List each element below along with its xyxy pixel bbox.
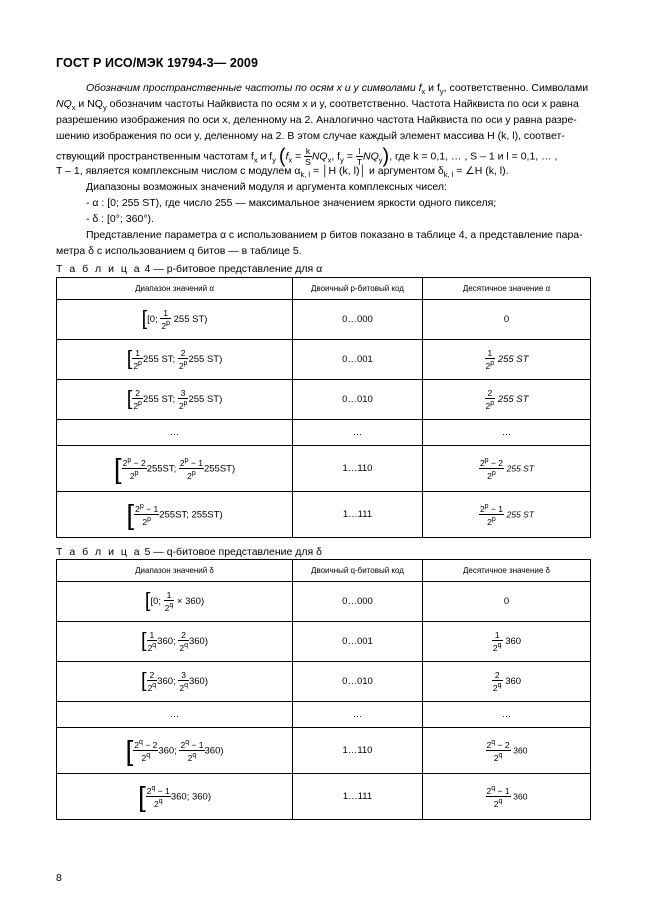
formula-symbol: NQ	[363, 150, 379, 163]
formula-fraction	[179, 738, 204, 763]
numerator: 2	[147, 670, 158, 681]
formula-fraction	[178, 670, 189, 693]
numerator: 1	[132, 348, 143, 359]
formula-symbol: =	[292, 150, 305, 163]
text-segment: ствующий пространственным частотам f	[56, 150, 254, 163]
value-cell	[423, 774, 591, 820]
denominator: 2$^p$	[487, 516, 496, 527]
value-cell: 0	[423, 300, 591, 340]
denominator: 2$^q$	[492, 642, 502, 653]
formula-text: 360	[513, 745, 528, 756]
numerator: $2^q - 2$	[134, 739, 158, 750]
caption-text: 4 — p-битовое представление для α	[141, 263, 323, 275]
code-cell: …	[293, 420, 423, 446]
numerator: 2	[132, 388, 143, 399]
denominator: 2$^p$	[133, 400, 142, 411]
formula-text: 255ST;	[146, 463, 177, 475]
numerator: $2^q - 1$	[486, 785, 510, 796]
formula-text: 360	[513, 791, 528, 802]
formula-symbol: NQ	[311, 150, 328, 163]
denominator: 2$^p$	[161, 320, 170, 331]
formula-bracket: [	[126, 498, 135, 530]
formula-fraction	[492, 630, 503, 653]
formula-text: 360;	[157, 636, 176, 648]
text-segment: , где k = 0,1, … , S – 1 и l = 0,1, … ,	[389, 150, 558, 163]
numerator: 1	[485, 348, 496, 359]
table-5	[56, 559, 591, 820]
value-cell: …	[423, 420, 591, 446]
table-row	[57, 340, 591, 380]
table-row	[57, 300, 591, 340]
code-cell: 1…111	[293, 492, 423, 538]
text-segment: = │H (k, l)│ и аргументом δ	[310, 165, 444, 177]
code-cell: 0…000	[293, 582, 423, 622]
range-cell: [[0; $\frac{1}{2^q}$ × 360)	[57, 582, 293, 622]
range-cell	[57, 662, 293, 702]
table-header-cell: Диапазон значений δ	[57, 560, 293, 582]
paragraph-line: метра δ с использованием q битов — в таблице 5.	[56, 245, 302, 257]
page-number: 8	[56, 872, 62, 884]
code-cell: 1…110	[293, 446, 423, 492]
table-row	[57, 446, 591, 492]
numerator: 1	[147, 630, 158, 641]
text-segment: T – 1, является комплексным числом с модулем α	[56, 165, 301, 177]
denominator: 2$^q$	[147, 642, 157, 653]
numerator: 1	[164, 590, 175, 601]
denominator: 2$^q$	[179, 682, 188, 693]
subscript: x	[327, 155, 332, 165]
formula-fraction	[122, 456, 147, 481]
numerator: 1	[492, 630, 503, 641]
denominator: 2$^q$	[179, 642, 188, 653]
table-row	[57, 582, 591, 622]
paragraph-line: - α : [0; 255 ST), где число 255 — максимальное значением яркости одного пикселя;	[86, 197, 497, 209]
range-cell	[57, 446, 293, 492]
table-4	[56, 277, 591, 538]
formula-bracket: [	[138, 780, 146, 812]
value-cell	[423, 622, 591, 662]
formula-fraction	[133, 738, 158, 763]
value-cell	[423, 492, 591, 538]
range-cell: …	[57, 702, 293, 728]
formula-text: 255ST)	[203, 463, 236, 475]
document-header: ГОСТ Р ИСО/МЭК 19794-3— 2009	[56, 56, 259, 70]
text-segment: и f	[257, 150, 273, 163]
formula-fraction	[178, 388, 189, 411]
formula-text: 360)	[188, 676, 208, 688]
table-header-cell: Десятичное значение α	[423, 278, 591, 300]
formula-text: [0;	[147, 314, 158, 326]
formula-text: 255 ST	[497, 354, 529, 366]
range-cell	[57, 380, 293, 420]
formula-text: 360	[505, 636, 522, 648]
value-cell	[423, 340, 591, 380]
formula-text: 255 ST;	[142, 394, 176, 406]
formula-fraction	[178, 348, 189, 371]
denominator: 2$^q$	[493, 752, 503, 763]
table-row	[57, 702, 591, 728]
subscript: y	[439, 87, 444, 97]
formula-text: 255 ST	[506, 463, 535, 474]
formula-text: 360	[505, 676, 522, 688]
formula-fraction	[160, 308, 171, 331]
formula-fraction	[178, 630, 189, 653]
value-cell	[423, 446, 591, 492]
formula-symbol: f	[285, 150, 289, 163]
code-cell: 0…010	[293, 380, 423, 420]
denominator: 2$^q$	[164, 602, 174, 613]
paragraph-line: Представление параметра α с использованием p битов показано в таблице 4, а представление пара-	[86, 229, 583, 241]
text-segment: = ∠H (k, l).	[453, 165, 509, 177]
value-cell: …	[423, 702, 591, 728]
subscript: k, l	[443, 170, 454, 180]
denominator: 2$^p$	[178, 360, 188, 371]
value-cell	[423, 728, 591, 774]
text-segment: NQ	[56, 98, 72, 110]
numerator: $2^p - 1$	[179, 457, 203, 468]
subscript: x	[71, 103, 76, 113]
formula-text: 360)	[188, 636, 208, 648]
formula-fraction	[179, 456, 204, 481]
formula-fraction	[132, 388, 143, 411]
denominator: 2$^p$	[187, 470, 196, 481]
table-row	[57, 380, 591, 420]
range-cell	[57, 492, 293, 538]
numerator: 2	[492, 670, 503, 681]
denominator: 2$^p$	[485, 360, 495, 371]
caption-text: 5 — q-битовое представление для δ	[141, 546, 322, 558]
code-cell: 0…010	[293, 662, 423, 702]
subscript: y	[340, 155, 344, 165]
formula-text: 255 ST)	[188, 394, 223, 406]
range-cell: [[0; $\frac{1}{2^p}$ 255 ST)	[57, 300, 293, 340]
table-caption	[56, 546, 322, 558]
table-row	[57, 492, 591, 538]
formula-fraction	[492, 670, 503, 693]
range-cell	[57, 340, 293, 380]
table-header-cell: Диапазон значений α	[57, 278, 293, 300]
formula-text: 360)	[204, 745, 224, 757]
formula-fraction	[479, 456, 504, 481]
formula-text: 255 ST;	[142, 354, 176, 366]
subscript: x	[288, 155, 293, 165]
paragraph-line: разрешению изображения по оси x, деленному на 2. Аналогично частота Найквиста по оси y равна разре-	[56, 114, 577, 126]
denominator: 2$^p$	[129, 470, 139, 481]
formula-fraction	[486, 784, 511, 809]
text-segment: и NQ	[75, 98, 103, 110]
formula-bracket: [	[141, 630, 147, 652]
formula-fraction	[132, 348, 143, 371]
numerator: $2^p - 1$	[479, 503, 503, 514]
numerator: $2^q - 1$	[146, 785, 170, 796]
formula-text: 255ST; 255ST)	[159, 509, 223, 521]
code-cell: …	[293, 702, 423, 728]
text-segment: , соответственно. Символами	[443, 82, 589, 94]
formula-fraction	[134, 502, 159, 527]
formula-text: 255 ST)	[188, 354, 223, 366]
denominator: 2$^p$	[487, 470, 496, 481]
formula-text: × 360)	[176, 596, 205, 608]
formula-bracket: [	[113, 452, 122, 484]
code-cell: 0…001	[293, 340, 423, 380]
code-cell: 0…000	[293, 300, 423, 340]
numerator: k	[305, 146, 311, 156]
formula-bracket: [	[125, 734, 134, 766]
range-cell	[57, 774, 293, 820]
numerator: l	[356, 146, 363, 157]
numerator: $2^q - 2$	[486, 739, 510, 750]
formula-text: 255 ST	[506, 509, 535, 520]
numerator: 2	[178, 630, 189, 641]
table-caption	[56, 263, 322, 275]
subscript: y	[102, 103, 107, 113]
numerator: $2^p - 2$	[122, 457, 146, 468]
caption-prefix: Т а б л и ц а	[56, 263, 142, 275]
table-row	[57, 622, 591, 662]
denominator: 2$^p$	[485, 400, 495, 411]
table-row	[57, 420, 591, 446]
table-header-cell: Десятичное значение δ	[423, 560, 591, 582]
table-header-cell: Двоичный q-битовый код	[293, 560, 423, 582]
table-row	[57, 662, 591, 702]
code-cell: 1…110	[293, 728, 423, 774]
table-row	[57, 728, 591, 774]
paragraph-line: Диапазоны возможных значений модуля и аргумента комплексных чисел:	[86, 181, 447, 193]
denominator: 2$^p$	[178, 400, 188, 411]
formula-text: 360;	[158, 745, 177, 757]
formula-bracket: [	[126, 348, 133, 370]
value-cell: 0	[423, 582, 591, 622]
text-segment: Обозначим пространственные частоты по осям x и y символами f	[86, 82, 422, 94]
formula-fraction	[479, 502, 504, 527]
denominator: S	[305, 157, 311, 167]
formula-fraction	[485, 348, 496, 371]
text-segment: обозначим частоты Найквиста по осям x и y, соответственно. Частота Найквиста по оси x равна	[106, 98, 579, 110]
denominator: 2$^q$	[147, 682, 157, 693]
subscript: x	[253, 155, 258, 165]
formula-fraction	[164, 590, 175, 613]
numerator: 3	[178, 388, 189, 399]
text-segment: и f	[425, 82, 440, 94]
formula-fraction	[147, 670, 158, 693]
range-cell	[57, 622, 293, 662]
subscript: y	[378, 155, 383, 165]
table-header-cell: Двоичный p-битовый код	[293, 278, 423, 300]
subscript: k, l	[300, 170, 311, 180]
denominator: T	[356, 157, 363, 167]
formula-paren: )	[382, 145, 390, 168]
formula-fraction	[486, 738, 511, 763]
numerator: $2^p - 2$	[479, 457, 503, 468]
subscript: x	[421, 87, 426, 97]
subscript: y	[272, 155, 276, 165]
numerator: $2^p - 1$	[135, 503, 159, 514]
table-row	[57, 774, 591, 820]
formula-bracket: [	[126, 388, 133, 410]
formula-symbol: =	[343, 150, 356, 163]
numerator: 3	[178, 670, 189, 681]
formula-symbol: , f	[331, 150, 341, 163]
code-cell: 1…111	[293, 774, 423, 820]
numerator: 2	[178, 348, 189, 359]
numerator: 2	[485, 388, 496, 399]
formula-text: [0;	[150, 596, 161, 608]
denominator: 2$^q$	[187, 752, 197, 763]
value-cell	[423, 662, 591, 702]
code-cell: 0…001	[293, 622, 423, 662]
denominator: 2$^p$	[133, 360, 142, 371]
paragraph-line: шению изображения по оси y, деленному на 2. В этом случае каждый элемент массива H (k, l), соответ-	[56, 130, 565, 142]
formula-fraction	[147, 630, 158, 653]
formula-text: 360;	[157, 676, 176, 688]
caption-prefix: Т а б л и ц а	[56, 546, 142, 558]
formula-text: 360; 360)	[170, 791, 211, 803]
denominator: 2$^q$	[492, 682, 502, 693]
denominator: 2$^q$	[141, 752, 151, 763]
formula-fraction	[146, 784, 171, 809]
denominator: 2$^q$	[153, 798, 163, 809]
value-cell	[423, 380, 591, 420]
range-cell: …	[57, 420, 293, 446]
denominator: 2$^p$	[142, 516, 152, 527]
denominator: 2$^q$	[493, 798, 503, 809]
range-cell	[57, 728, 293, 774]
formula-bracket: [	[141, 670, 147, 692]
numerator: $2^q - 1$	[180, 739, 204, 750]
formula-paren: (	[278, 145, 286, 168]
formula-fraction	[485, 388, 496, 411]
formula-text: 255 ST)	[173, 314, 208, 326]
paragraph-line: - δ : [0°; 360°).	[86, 213, 154, 225]
numerator: 1	[160, 308, 171, 319]
formula-text: 255 ST	[497, 394, 529, 406]
